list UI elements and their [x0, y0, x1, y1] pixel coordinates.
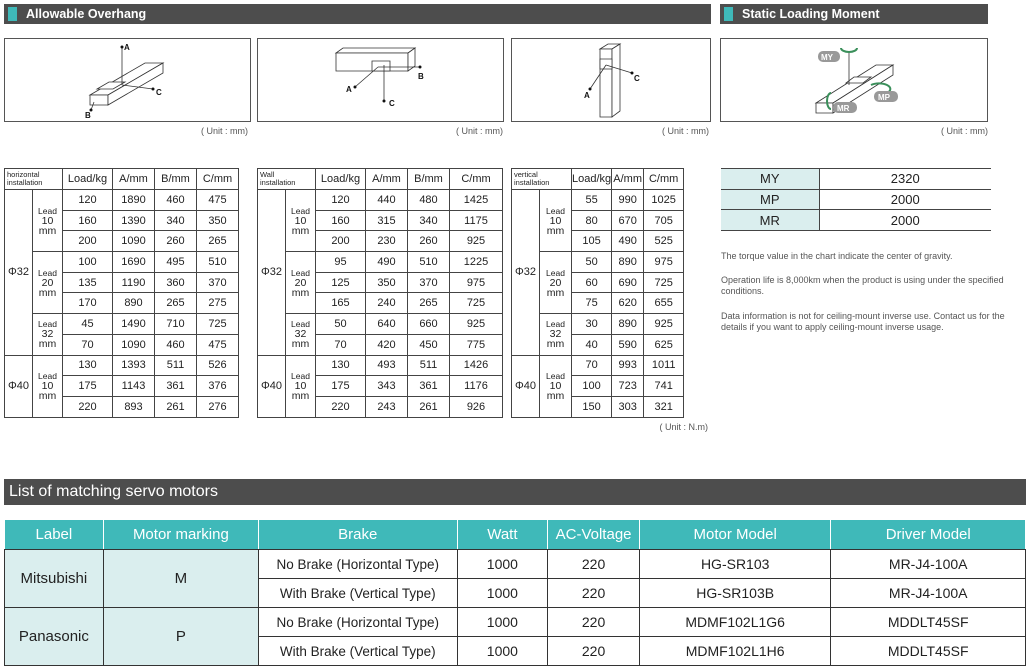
motor-value: MDDLT45SF [831, 637, 1026, 666]
value-cell: 1190 [113, 272, 155, 293]
value-cell: 1890 [113, 190, 155, 211]
screw-diameter: Φ32 [258, 190, 286, 356]
value-cell: 265 [197, 231, 239, 252]
value-cell: 350 [366, 272, 408, 293]
brand-label: Mitsubishi [5, 550, 104, 608]
motor-column-header: Driver Model [831, 520, 1026, 550]
value-cell: 80 [572, 210, 612, 231]
lead-cell [33, 252, 63, 314]
motor-value: MR-J4-100A [831, 550, 1026, 579]
lead-cell [33, 314, 63, 355]
lead-word: Lead [38, 205, 57, 216]
lead-word: Lead [38, 319, 57, 330]
label-b: B [85, 111, 91, 120]
value-cell: 370 [408, 272, 450, 293]
lead-unit: mm [291, 224, 310, 237]
value-cell: 1690 [113, 252, 155, 273]
lead-word: Lead [291, 371, 310, 382]
value-cell: 480 [408, 190, 450, 211]
moment-diagram [721, 39, 989, 123]
overhang-table [257, 168, 503, 418]
note-gravity: The torque value in the chart indicate the center of gravity. [721, 251, 953, 261]
value-cell: 240 [366, 293, 408, 314]
lead-cell [540, 355, 572, 417]
value-cell: 420 [366, 334, 408, 355]
screw-diameter: Φ40 [5, 355, 33, 417]
value-cell: 340 [408, 210, 450, 231]
value-cell: 160 [63, 210, 113, 231]
motor-column-header: Label [5, 520, 104, 550]
screw-diameter: Φ40 [512, 355, 540, 417]
brake-type: No Brake (Horizontal Type) [258, 550, 457, 579]
column-header: Load/kg [572, 169, 612, 190]
installation-type-word: installation [260, 178, 296, 187]
lead-value: 20 [549, 276, 562, 289]
lead-unit: mm [546, 224, 565, 237]
value-cell: 741 [644, 376, 684, 397]
value-cell: 725 [450, 293, 503, 314]
motor-value: MDMF102L1H6 [639, 637, 831, 666]
value-cell: 165 [316, 293, 366, 314]
table-row [258, 314, 503, 335]
value-cell: 670 [612, 210, 644, 231]
value-cell: 150 [572, 396, 612, 417]
value-cell: 95 [316, 252, 366, 273]
value-cell: 70 [63, 334, 113, 355]
motor-value: 1000 [457, 550, 548, 579]
value-cell: 50 [572, 252, 612, 273]
lead-word: Lead [38, 267, 57, 278]
value-cell: 200 [316, 231, 366, 252]
moment-name: MP [721, 189, 819, 210]
value-cell: 45 [63, 314, 113, 335]
label-a: A [346, 85, 352, 94]
value-cell: 440 [366, 190, 408, 211]
value-cell: 925 [450, 314, 503, 335]
lead-cell [33, 355, 63, 417]
value-cell: 460 [155, 190, 197, 211]
brake-type: With Brake (Vertical Type) [258, 579, 457, 608]
value-cell: 321 [644, 396, 684, 417]
figure-wall [257, 38, 504, 122]
lead-word: Lead [38, 371, 57, 382]
installation-type-word: Wall [260, 170, 275, 179]
table-row [258, 252, 503, 273]
value-cell: 723 [612, 376, 644, 397]
value-cell: 620 [612, 293, 644, 314]
column-header: B/mm [408, 169, 450, 190]
value-cell: 590 [612, 334, 644, 355]
value-cell: 975 [450, 272, 503, 293]
value-cell: 70 [316, 334, 366, 355]
value-cell: 135 [63, 272, 113, 293]
value-cell: 725 [644, 272, 684, 293]
motor-row [5, 550, 1026, 579]
value-cell: 1425 [450, 190, 503, 211]
table-row [258, 190, 503, 211]
value-cell: 993 [612, 355, 644, 376]
lead-value: 32 [549, 328, 562, 341]
value-cell: 1025 [644, 190, 684, 211]
value-cell: 511 [408, 355, 450, 376]
column-header: Load/kg [63, 169, 113, 190]
column-header: A/mm [612, 169, 644, 190]
lead-word: Lead [546, 371, 565, 382]
installation-type-word: vertical [514, 170, 538, 179]
value-cell: 275 [197, 293, 239, 314]
lead-word: Lead [291, 267, 310, 278]
value-cell: 460 [155, 334, 197, 355]
overhang-title: Allowable Overhang [26, 7, 147, 21]
lead-word: Lead [546, 267, 565, 278]
header-accent [724, 7, 733, 21]
lead-unit: mm [38, 390, 57, 403]
installation-type-word: installation [514, 178, 550, 187]
value-cell: 1175 [450, 210, 503, 231]
value-cell: 493 [366, 355, 408, 376]
value-cell: 220 [63, 396, 113, 417]
static-title: Static Loading Moment [742, 7, 880, 21]
motor-marking: M [103, 550, 258, 608]
value-cell: 1390 [113, 210, 155, 231]
screw-diameter: Φ32 [5, 190, 33, 356]
value-cell: 525 [644, 231, 684, 252]
lead-value: 20 [41, 276, 54, 289]
value-cell: 30 [572, 314, 612, 335]
label-c: C [634, 74, 640, 83]
lead-unit: mm [38, 338, 57, 351]
value-cell: 220 [316, 396, 366, 417]
motor-value: 1000 [457, 608, 548, 637]
figure-moment [720, 38, 988, 122]
static-section-header [720, 4, 988, 24]
lead-value: 10 [549, 214, 562, 227]
moment-label-mr: MR [837, 104, 850, 113]
table-row [5, 190, 239, 211]
motor-value: MDDLT45SF [831, 608, 1026, 637]
moment-name: MY [721, 169, 819, 190]
motor-value: 1000 [457, 637, 548, 666]
value-cell: 200 [63, 231, 113, 252]
moment-name: MR [721, 210, 819, 231]
screw-diameter: Φ32 [512, 190, 540, 356]
value-cell: 710 [155, 314, 197, 335]
table-row [5, 355, 239, 376]
value-cell: 100 [63, 252, 113, 273]
value-cell: 1090 [113, 334, 155, 355]
value-cell: 490 [612, 231, 644, 252]
lead-cell [540, 190, 572, 252]
value-cell: 125 [316, 272, 366, 293]
value-cell: 376 [197, 376, 239, 397]
overhang-section-header [4, 4, 711, 24]
lead-word: Lead [546, 319, 565, 330]
value-cell: 175 [63, 376, 113, 397]
lead-value: 10 [41, 214, 54, 227]
value-cell: 1490 [113, 314, 155, 335]
moment-row [721, 189, 991, 210]
value-cell: 160 [316, 210, 366, 231]
motor-column-header: Watt [457, 520, 548, 550]
value-cell: 100 [572, 376, 612, 397]
column-header: A/mm [113, 169, 155, 190]
motor-column-header: Motor marking [103, 520, 258, 550]
value-cell: 640 [366, 314, 408, 335]
value-cell: 230 [366, 231, 408, 252]
value-cell: 130 [63, 355, 113, 376]
value-cell: 343 [366, 376, 408, 397]
motor-table [4, 519, 1026, 666]
note-ceiling-mount: Data information is not for ceiling-mount inverse use. Contact us for the details if you want to apply ceiling-mount inverse usage. [721, 311, 1005, 332]
unit-label: ( Unit : mm) [941, 126, 988, 136]
value-cell: 1090 [113, 231, 155, 252]
installation-type-word: installation [7, 178, 43, 187]
value-cell: 510 [197, 252, 239, 273]
column-header: C/mm [644, 169, 684, 190]
installation-type [5, 169, 63, 190]
label-c: C [156, 88, 162, 97]
lead-cell [540, 252, 572, 314]
value-cell: 340 [155, 210, 197, 231]
value-cell: 261 [408, 396, 450, 417]
value-cell: 260 [155, 231, 197, 252]
value-cell: 475 [197, 190, 239, 211]
value-cell: 75 [572, 293, 612, 314]
lead-cell [286, 252, 316, 314]
table-row [258, 355, 503, 376]
lead-word: Lead [291, 319, 310, 330]
value-cell: 1225 [450, 252, 503, 273]
value-cell: 490 [366, 252, 408, 273]
motor-value: 220 [548, 550, 640, 579]
moment-row [721, 169, 991, 190]
screw-diameter: Φ40 [258, 355, 286, 417]
value-cell: 1426 [450, 355, 503, 376]
value-cell: 276 [197, 396, 239, 417]
value-cell: 1393 [113, 355, 155, 376]
table-row [512, 190, 684, 211]
value-cell: 890 [612, 314, 644, 335]
lead-value: 32 [41, 328, 54, 341]
value-cell: 625 [644, 334, 684, 355]
value-cell: 105 [572, 231, 612, 252]
figure-horizontal [4, 38, 251, 122]
table-row [5, 314, 239, 335]
value-cell: 55 [572, 190, 612, 211]
value-cell: 261 [155, 396, 197, 417]
label-a: A [124, 43, 130, 52]
value-cell: 130 [316, 355, 366, 376]
lead-unit: mm [291, 390, 310, 403]
value-cell: 265 [408, 293, 450, 314]
value-cell: 655 [644, 293, 684, 314]
unit-nm-label: ( Unit : N.m) [659, 422, 708, 432]
lead-unit: mm [291, 286, 310, 299]
motor-value: MDMF102L1G6 [639, 608, 831, 637]
wall-diagram [258, 39, 505, 123]
brake-type: No Brake (Horizontal Type) [258, 608, 457, 637]
value-cell: 925 [450, 231, 503, 252]
value-cell: 170 [63, 293, 113, 314]
lead-value: 10 [294, 214, 307, 227]
value-cell: 890 [612, 252, 644, 273]
table-row [512, 355, 684, 376]
lead-unit: mm [546, 338, 565, 351]
value-cell: 40 [572, 334, 612, 355]
installation-type [258, 169, 316, 190]
vertical-diagram [512, 39, 712, 123]
value-cell: 450 [408, 334, 450, 355]
column-header: Load/kg [316, 169, 366, 190]
value-cell: 360 [155, 272, 197, 293]
lead-value: 10 [41, 380, 54, 393]
value-cell: 265 [155, 293, 197, 314]
value-cell: 50 [316, 314, 366, 335]
unit-label: ( Unit : mm) [201, 126, 248, 136]
motor-column-header: AC-Voltage [548, 520, 640, 550]
unit-label: ( Unit : mm) [456, 126, 503, 136]
moment-label-mp: MP [878, 93, 890, 102]
value-cell: 705 [644, 210, 684, 231]
moment-row [721, 210, 991, 231]
value-cell: 725 [197, 314, 239, 335]
lead-cell [540, 314, 572, 355]
moment-value: 2000 [819, 210, 991, 231]
value-cell: 926 [450, 396, 503, 417]
value-cell: 660 [408, 314, 450, 335]
value-cell: 361 [155, 376, 197, 397]
overhang-table [511, 168, 684, 418]
table-row [5, 252, 239, 273]
static-moment-table [721, 168, 991, 231]
horizontal-diagram [5, 39, 252, 123]
value-cell: 260 [408, 231, 450, 252]
value-cell: 511 [155, 355, 197, 376]
value-cell: 510 [408, 252, 450, 273]
lead-word: Lead [546, 205, 565, 216]
unit-label: ( Unit : mm) [662, 126, 709, 136]
value-cell: 175 [316, 376, 366, 397]
value-cell: 475 [197, 334, 239, 355]
lead-value: 10 [549, 380, 562, 393]
installation-type [512, 169, 572, 190]
installation-type-word: horizontal [7, 170, 40, 179]
note-operation-life: Operation life is 8,000km when the product is using under the specified conditions. [721, 275, 1004, 296]
lead-unit: mm [546, 390, 565, 403]
column-header: C/mm [450, 169, 503, 190]
value-cell: 1143 [113, 376, 155, 397]
motor-row [5, 608, 1026, 637]
lead-cell [286, 314, 316, 355]
lead-unit: mm [546, 286, 565, 299]
value-cell: 925 [644, 314, 684, 335]
lead-cell [286, 355, 316, 417]
column-header: A/mm [366, 169, 408, 190]
lead-word: Lead [291, 205, 310, 216]
value-cell: 315 [366, 210, 408, 231]
value-cell: 1176 [450, 376, 503, 397]
motor-marking: P [103, 608, 258, 666]
motor-column-header: Motor Model [639, 520, 831, 550]
lead-cell [286, 190, 316, 252]
brake-type: With Brake (Vertical Type) [258, 637, 457, 666]
motor-value: 220 [548, 579, 640, 608]
moment-value: 2320 [819, 169, 991, 190]
lead-unit: mm [38, 286, 57, 299]
value-cell: 350 [197, 210, 239, 231]
label-c: C [389, 99, 395, 108]
value-cell: 120 [316, 190, 366, 211]
value-cell: 495 [155, 252, 197, 273]
lead-unit: mm [38, 224, 57, 237]
motor-value: 220 [548, 637, 640, 666]
motor-value: MR-J4-100A [831, 579, 1026, 608]
value-cell: 526 [197, 355, 239, 376]
value-cell: 60 [572, 272, 612, 293]
moment-label-my: MY [821, 53, 833, 62]
value-cell: 1011 [644, 355, 684, 376]
motor-value: 220 [548, 608, 640, 637]
motor-value: HG-SR103B [639, 579, 831, 608]
column-header: C/mm [197, 169, 239, 190]
lead-value: 10 [294, 380, 307, 393]
value-cell: 370 [197, 272, 239, 293]
lead-cell [33, 190, 63, 252]
lead-value: 32 [294, 328, 307, 341]
value-cell: 975 [644, 252, 684, 273]
value-cell: 690 [612, 272, 644, 293]
value-cell: 890 [113, 293, 155, 314]
motor-value: HG-SR103 [639, 550, 831, 579]
value-cell: 70 [572, 355, 612, 376]
overhang-table [4, 168, 239, 418]
moment-value: 2000 [819, 189, 991, 210]
lead-value: 20 [294, 276, 307, 289]
motor-value: 1000 [457, 579, 548, 608]
label-a: A [584, 91, 590, 100]
value-cell: 303 [612, 396, 644, 417]
value-cell: 893 [113, 396, 155, 417]
header-accent [8, 7, 17, 21]
motor-column-header: Brake [258, 520, 457, 550]
lead-unit: mm [291, 338, 310, 351]
motor-list-title: List of matching servo motors [4, 479, 1026, 505]
value-cell: 990 [612, 190, 644, 211]
value-cell: 361 [408, 376, 450, 397]
figure-vertical [511, 38, 711, 122]
column-header: B/mm [155, 169, 197, 190]
label-b: B [418, 72, 424, 81]
value-cell: 775 [450, 334, 503, 355]
brand-label: Panasonic [5, 608, 104, 666]
value-cell: 120 [63, 190, 113, 211]
value-cell: 243 [366, 396, 408, 417]
